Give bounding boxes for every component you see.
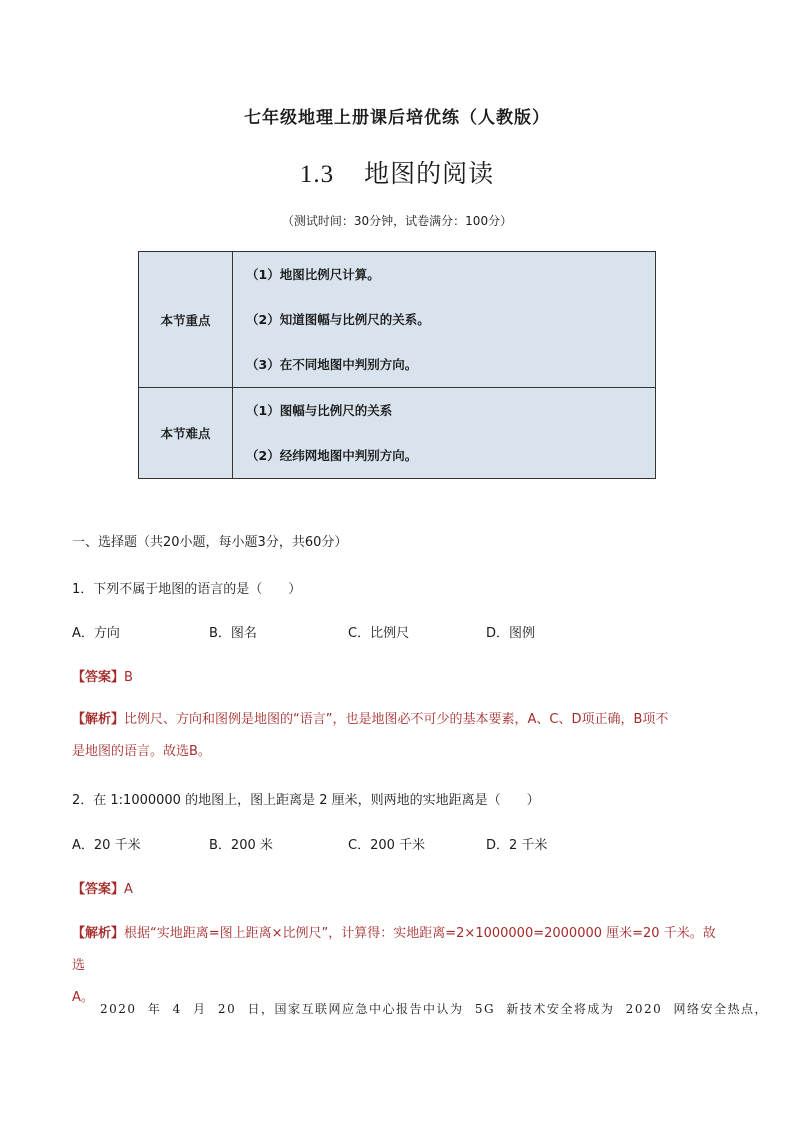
explanation-line: 是地图的语言。故选B。 — [72, 744, 211, 759]
question-2-option-d: D．2 千米 — [486, 838, 548, 853]
answer-value: B — [124, 670, 133, 685]
document-title: 七年级地理上册课后培优练（人教版） — [244, 108, 550, 128]
question-1-answer — [72, 666, 133, 685]
difficult-points-items — [233, 388, 656, 479]
difficult-points-row — [139, 388, 656, 479]
question-1-option-d: D．图例 — [486, 626, 536, 641]
key-point-item: （1）地图比例尺计算。 — [246, 267, 380, 282]
lesson-number: 1.3 — [299, 161, 335, 188]
question-1-stem: 1．下列不属于地图的语言的是（ ） — [72, 582, 302, 597]
answer-label: 【答案】 — [72, 670, 125, 685]
key-point-item: （3）在不同地图中判别方向。 — [246, 357, 418, 372]
difficult-point-item: （2）经纬网地图中判别方向。 — [246, 448, 418, 463]
test-info: （测试时间：30分钟，试卷满分：100分） — [281, 214, 513, 228]
explanation-line — [72, 918, 722, 982]
difficult-points-label: 本节难点 — [139, 388, 233, 479]
explanation-label: 【解析】 — [72, 712, 125, 727]
answer-label: 【答案】 — [72, 882, 125, 897]
focus-table — [138, 251, 656, 479]
explanation-label: 【解析】 — [72, 926, 125, 941]
question-1-option-b: B．图名 — [209, 626, 257, 641]
explanation-text: 根据“实地距离=图上距离×比例尺”，计算得：实地距离=2×1000000=2000000 厘米=20 千米。故选 — [72, 926, 716, 973]
question-2-option-a: A．20 千米 — [72, 838, 141, 853]
answer-value: A — [124, 882, 133, 897]
lesson-heading — [0, 154, 794, 190]
reading-passage: 2020 年 4 月 20 日，国家互联网应急中心报告中认为 5G 新技术安全将成为 2020 网络安全热点， — [100, 1002, 769, 1016]
question-2-option-c: C．200 千米 — [348, 838, 426, 853]
lesson-title: 地图的阅读 — [364, 159, 495, 188]
explanation-line — [72, 704, 722, 736]
key-point-item: （2）知道图幅与比例尺的关系。 — [246, 312, 430, 327]
explanation-text: 比例尺、方向和图例是地图的“语言”，也是地图必不可少的基本要素，A、C、D项正确，B项不 — [124, 712, 669, 727]
key-points-items — [233, 252, 656, 388]
key-points-row — [139, 252, 656, 388]
explanation-line: A。 — [72, 990, 94, 1005]
question-1-option-c: C．比例尺 — [348, 626, 410, 641]
difficult-point-item: （1）图幅与比例尺的关系 — [246, 403, 393, 418]
key-points-label: 本节重点 — [139, 252, 233, 388]
question-1-option-a: A．方向 — [72, 626, 120, 641]
question-1-explanation — [72, 704, 722, 768]
question-2-stem: 2．在 1:1000000 的地图上，图上距离是 2 厘米，则两地的实地距离是（ ） — [72, 793, 540, 808]
section-title: 一、选择题（共20小题，每小题3分，共60分） — [72, 535, 348, 550]
question-2-option-b: B．200 米 — [209, 838, 273, 853]
question-2-answer — [72, 878, 133, 897]
